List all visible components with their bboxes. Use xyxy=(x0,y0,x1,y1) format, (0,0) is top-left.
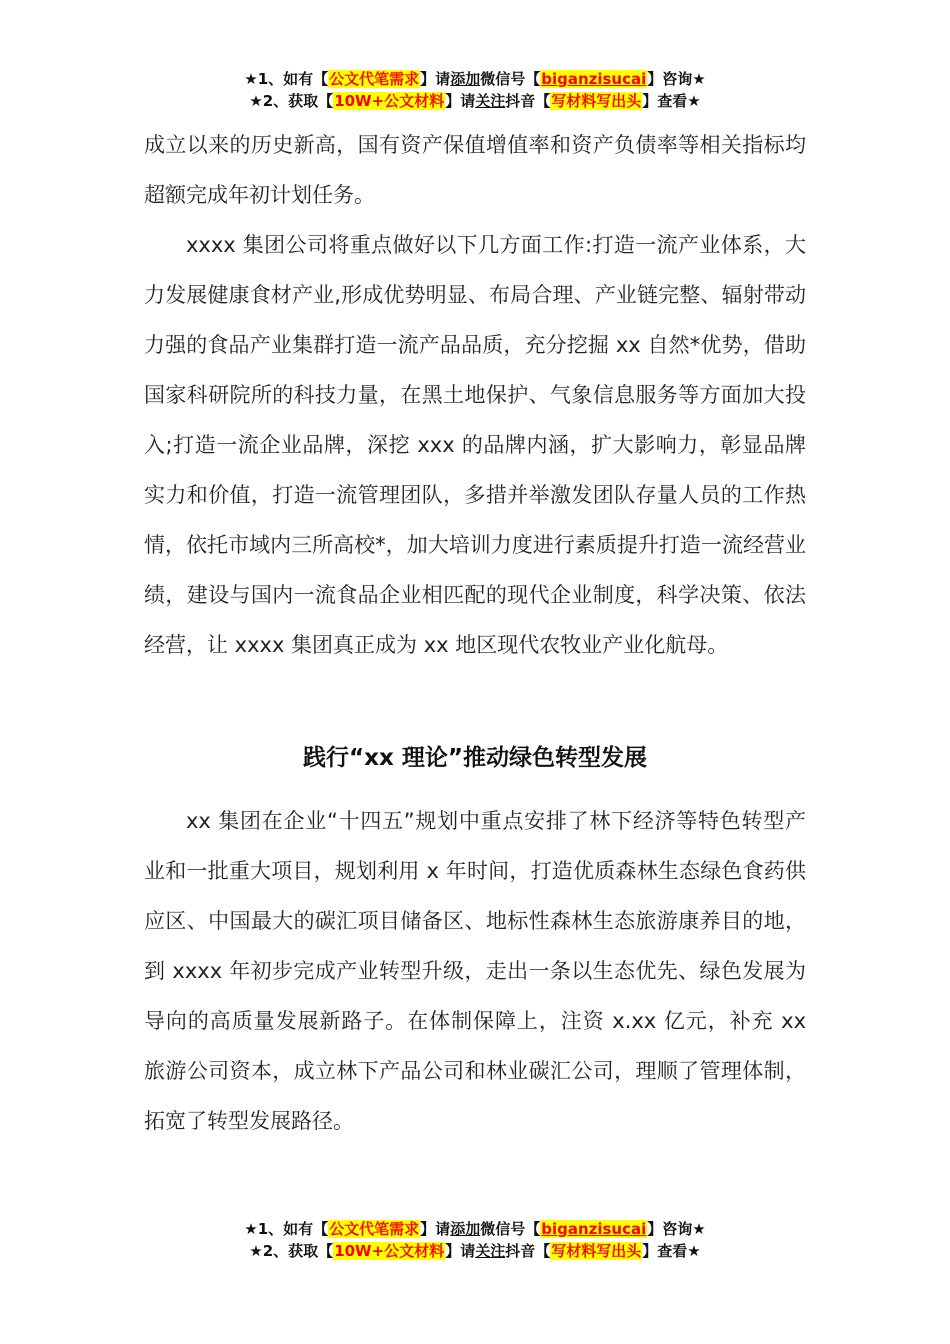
banner-text: ★2、获取【 xyxy=(249,1242,334,1260)
banner-text-underlined: 关注 xyxy=(475,1242,506,1260)
banner-line-2 xyxy=(0,1240,950,1262)
highlight-service: 公文代笔需求 xyxy=(329,70,420,88)
document-body xyxy=(144,120,806,1146)
banner-text: ★2、获取【 xyxy=(249,92,334,110)
paragraph-continuation: 成立以来的历史新高，国有资产保值增值率和资产负债率等相关指标均超额完成年初计划任务。 xyxy=(144,133,806,207)
banner-text: ★1、如有【 xyxy=(244,70,329,88)
banner-text: 】请 xyxy=(445,1242,476,1260)
highlight-wechat-id: biganzisucai xyxy=(541,1220,647,1238)
paragraph-key-work: xxxx 集团公司将重点做好以下几方面工作:打造一流产业体系，大力发展健康食材产业,形成优势明显、布局合理、产业链完整、辐射带动力强的食品产业集群打造一流产品品质，充分挖掘 xx 自然*优势，借助国家科研院所的科技力量，在黑土地保护、气象信息服务等方面加大投入;打造一流企业品牌，深挖 xxx 的品牌内涵，扩大影响力，彰显品牌实力和价值，打造一流管理团队，多措并举激发团队存量人员的工作热情，依托市域内三所高校*，加大培训力度进行素质提升打造一流经营业绩，建设与国内一流食品企业相匹配的现代企业制度，科学决策、依法经营，让 xxxx 集团真正成为 xx 地区现代农牧业产业化航母。 xyxy=(144,233,806,657)
banner-text: 】请 xyxy=(420,70,451,88)
banner-text-underlined: 关注 xyxy=(475,92,506,110)
banner-text: ★1、如有【 xyxy=(244,1220,329,1238)
highlight-service: 公文代笔需求 xyxy=(329,1220,420,1238)
banner-text: 】咨询★ xyxy=(647,1220,706,1238)
highlight-materials: 10W+公文材料 xyxy=(334,92,445,110)
banner-text: 微信号【 xyxy=(480,1220,541,1238)
banner-text-underlined: 添加 xyxy=(450,70,481,88)
highlight-wechat-id: biganzisucai xyxy=(541,70,647,88)
header-banner xyxy=(0,68,950,112)
banner-text: 】查看★ xyxy=(642,92,701,110)
banner-text: 】请 xyxy=(445,92,476,110)
paragraph-green-transformation: xx 集团在企业“十四五”规划中重点安排了林下经济等特色转型产业和一批重大项目，规划利用 x 年时间，打造优质森林生态绿色食药供应区、中国最大的碳汇项目储备区、地标性森林生态旅游康养目的地，到 xxxx 年初步完成产业转型升级，走出一条以生态优先、绿色发展为导向的高质量发展新路子。在体制保障上，注资 x.xx 亿元，补充 xx 旅游公司资本，成立林下产品公司和林业碳汇公司，理顺了管理体制，拓宽了转型发展路径。 xyxy=(144,809,806,1133)
banner-text: 】咨询★ xyxy=(647,70,706,88)
banner-text: 】查看★ xyxy=(642,1242,701,1260)
banner-line-1 xyxy=(0,1218,950,1240)
banner-text: 微信号【 xyxy=(480,70,541,88)
banner-line-1 xyxy=(0,68,950,90)
footer-banner xyxy=(0,1218,950,1262)
section-heading: 践行“xx 理论”推动绿色转型发展 xyxy=(303,745,647,771)
banner-text: 抖音【 xyxy=(505,1242,551,1260)
banner-text-underlined: 添加 xyxy=(450,1220,481,1238)
banner-text: 抖音【 xyxy=(505,92,551,110)
highlight-douyin: 写材料写出头 xyxy=(551,92,642,110)
banner-line-2 xyxy=(0,90,950,112)
highlight-douyin: 写材料写出头 xyxy=(551,1242,642,1260)
banner-text: 】请 xyxy=(420,1220,451,1238)
highlight-materials: 10W+公文材料 xyxy=(334,1242,445,1260)
